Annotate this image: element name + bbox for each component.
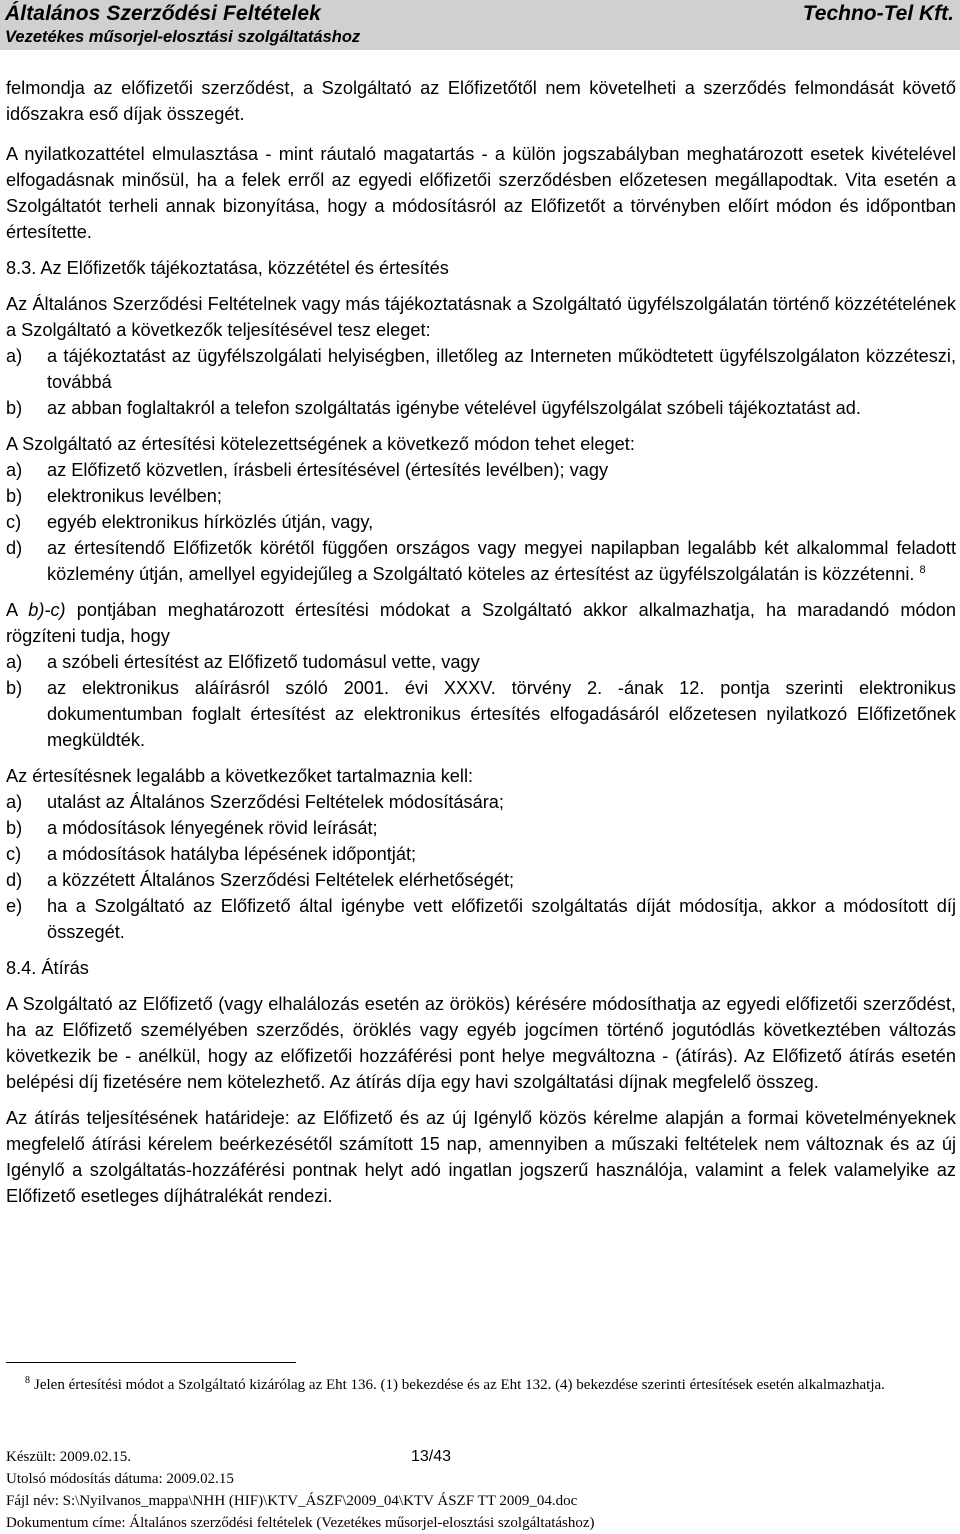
list-item bbox=[6, 649, 956, 675]
footer-created: Készült: 2009.02.15. bbox=[6, 1449, 131, 1465]
section-heading-8-4: 8.4. Átírás bbox=[6, 958, 89, 978]
page-header bbox=[0, 0, 960, 50]
list-marker: c) bbox=[6, 844, 22, 864]
paragraph-methods-italic: b)-c) bbox=[28, 600, 66, 620]
footer-filename: Fájl név: S:\Nyilvanos_mappa\NHH (HIF)\KTV_ÁSZF\2009_04\KTV ÁSZF TT 2009_04.doc bbox=[6, 1493, 578, 1509]
list-marker: a) bbox=[6, 652, 23, 672]
footnote-number: 8 bbox=[25, 1375, 30, 1386]
header-company: Techno-Tel Kft. bbox=[802, 2, 954, 25]
list-item bbox=[6, 841, 956, 867]
page-footer bbox=[6, 1446, 956, 1534]
paragraph-transfer-deadline: Az átírás teljesítésének határideje: az Előfizető és az új Igénylő közös kérelme alapján a formai követelményeknek megfelelő átírási kérelem beérkezésétől számított 15 nap, amennyiben a műszaki feltételek nem változnak és az új Igénylő a szolgáltatás-hozzáférési pontnak helyt adó ingatlan jogszerű használója, valamint a felek valamelyike az Előfizető esetleges díjhátralékát rendezi. bbox=[6, 1108, 956, 1206]
footnote bbox=[6, 1374, 946, 1396]
list-item bbox=[6, 395, 956, 421]
footer-document-title: Dokumentum címe: Általános szerződési feltételek (Vezetékes műsorjel-elosztási szolgáltatáshoz) bbox=[6, 1515, 595, 1531]
list-item-text: utalást az Általános Szerződési Feltételek módosítására; bbox=[47, 792, 504, 812]
list-item-text: az Előfizető közvetlen, írásbeli értesítésével (értesítés levélben); vagy bbox=[47, 460, 609, 480]
footnote-reference[interactable]: 8 bbox=[919, 564, 926, 576]
list-item bbox=[6, 483, 956, 509]
list-item-text: a módosítások lényegének rövid leírását; bbox=[47, 818, 378, 838]
paragraph-transfer: A Szolgáltató az Előfizető (vagy elhalálozás esetén az örökös) kérésére módosíthatja az egyedi előfizetői szerződést, ha az Előfizető személyében szerződés, öröklés vagy egyéb jogcímen történő jogutódlás következtében változás következik be - anélkül, hogy az előfizetői hozzáférési pont helye megváltozna - (átírás). Az Előfizető átírás esetén belépési díj fizetésére nem kötelezhető. Az átírás díja egy havi szolgáltatási díjnak megfelelő összeg. bbox=[6, 994, 956, 1092]
footer-modified: Utolsó módosítás dátuma: 2009.02.15 bbox=[6, 1471, 234, 1487]
paragraph-methods-start: A bbox=[6, 600, 18, 620]
list-marker: d) bbox=[6, 538, 23, 558]
page-number: 13/43 bbox=[411, 1448, 452, 1465]
section-heading-8-3: 8.3. Az Előfizetők tájékoztatása, közzététel és értesítés bbox=[6, 258, 449, 278]
header-title: Általános Szerződési Feltételek bbox=[5, 2, 321, 25]
list-item bbox=[6, 343, 956, 395]
list-item-text: a módosítások hatályba lépésének időpontját; bbox=[47, 844, 417, 864]
list-marker: a) bbox=[6, 792, 23, 812]
list-marker: a) bbox=[6, 346, 23, 366]
list-marker: a) bbox=[6, 460, 23, 480]
list-item-text: ha a Szolgáltató az Előfizető által igénybe vett előfizetői szolgáltatás díját módosítja, akkor a módosított díj összegét. bbox=[47, 896, 956, 942]
paragraph-contents: Az értesítésnek legalább a következőket tartalmaznia kell: bbox=[6, 766, 474, 786]
list-item-text: az értesítendő Előfizetők körétől függően országos vagy megyei napilapban legalább két alkalommal feladott közlemény útján, amellyel egyidejűleg a Szolgáltató köteles az értesítést az ügyfélszolgálatán is közzétenni. bbox=[47, 538, 956, 584]
list-marker: b) bbox=[6, 818, 23, 838]
list-marker: d) bbox=[6, 870, 23, 890]
paragraph-methods-rest: pontjában meghatározott értesítési módokat a Szolgáltató akkor alkalmazhatja, ha maradandó módon rögzíteni tudja, hogy bbox=[6, 600, 956, 646]
paragraph-acceptance: A nyilatkozattétel elmulasztása - mint ráutaló magatartás - a külön jogszabályban meghatározott esetek kivételével elfogadásnak minősül, ha a felek erről az egyedi előfizetői szerződésben előzetesen megállapodtak. Vita esetén a Szolgáltatót terheli annak bizonyítása, hogy a módosításról az Előfizetőt a törvényben előírt módon és időpontban értesítette. bbox=[6, 144, 956, 242]
paragraph-methods bbox=[6, 597, 956, 649]
list-item bbox=[6, 675, 956, 753]
list-item-text: a közzétett Általános Szerződési Feltételek elérhetőségét; bbox=[47, 870, 515, 890]
list-item-text: az elektronikus aláírásról szóló 2001. évi XXXV. törvény 2. -ának 12. pontja szerinti elektronikus dokumentumban foglalt értesítést az elektronikus értesítés elfogadásáról előzetesen nyilatkozó Előfizetőnek megküldték. bbox=[47, 678, 956, 750]
paragraph-publication: Az Általános Szerződési Feltételnek vagy más tájékoztatásnak a Szolgáltató ügyfélszolgálatán történő közzétételének a Szolgáltató a következők teljesítésével tesz eleget: bbox=[6, 294, 956, 340]
footnote-text: Jelen értesítési módot a Szolgáltató kizárólag az Eht 136. (1) bekezdése és az Eht 132. (4) bekezdése szerinti értesítések esetén alkalmazhatja. bbox=[34, 1377, 885, 1393]
list-item-text: az abban foglaltakról a telefon szolgáltatás igénybe vételével ügyfélszolgálat szóbeli tájékoztatást ad. bbox=[47, 398, 861, 418]
paragraph-notification-duty: A Szolgáltató az értesítési kötelezettségének a következő módon tehet eleget: bbox=[6, 434, 635, 454]
list-item-text: a szóbeli értesítést az Előfizető tudomásul vette, vagy bbox=[47, 652, 480, 672]
list-item-text: egyéb elektronikus hírközlés útján, vagy, bbox=[47, 512, 374, 532]
list-marker: b) bbox=[6, 678, 23, 698]
list-item bbox=[6, 535, 956, 587]
list-marker: e) bbox=[6, 896, 23, 916]
header-subtitle: Vezetékes műsorjel-elosztási szolgáltatáshoz bbox=[5, 28, 361, 46]
document-body bbox=[6, 75, 956, 1209]
list-item bbox=[6, 509, 956, 535]
list-marker: b) bbox=[6, 486, 23, 506]
list-marker: b) bbox=[6, 398, 23, 418]
paragraph-continuation: felmondja az előfizetői szerződést, a Szolgáltató az Előfizetőtől nem követelheti a szerződés felmondását követő időszakra eső díjak összegét. bbox=[6, 78, 956, 124]
list-item bbox=[6, 867, 956, 893]
list-item-text: a tájékoztatást az ügyfélszolgálati helyiségben, illetőleg az Interneten működtetett ügyfélszolgálaton közzéteszi, továbbá bbox=[47, 346, 956, 392]
list-item bbox=[6, 789, 956, 815]
list-item bbox=[6, 815, 956, 841]
list-marker: c) bbox=[6, 512, 22, 532]
list-item-text: elektronikus levélben; bbox=[47, 486, 222, 506]
list-item bbox=[6, 457, 956, 483]
footnote-separator bbox=[6, 1362, 296, 1363]
list-item bbox=[6, 893, 956, 945]
